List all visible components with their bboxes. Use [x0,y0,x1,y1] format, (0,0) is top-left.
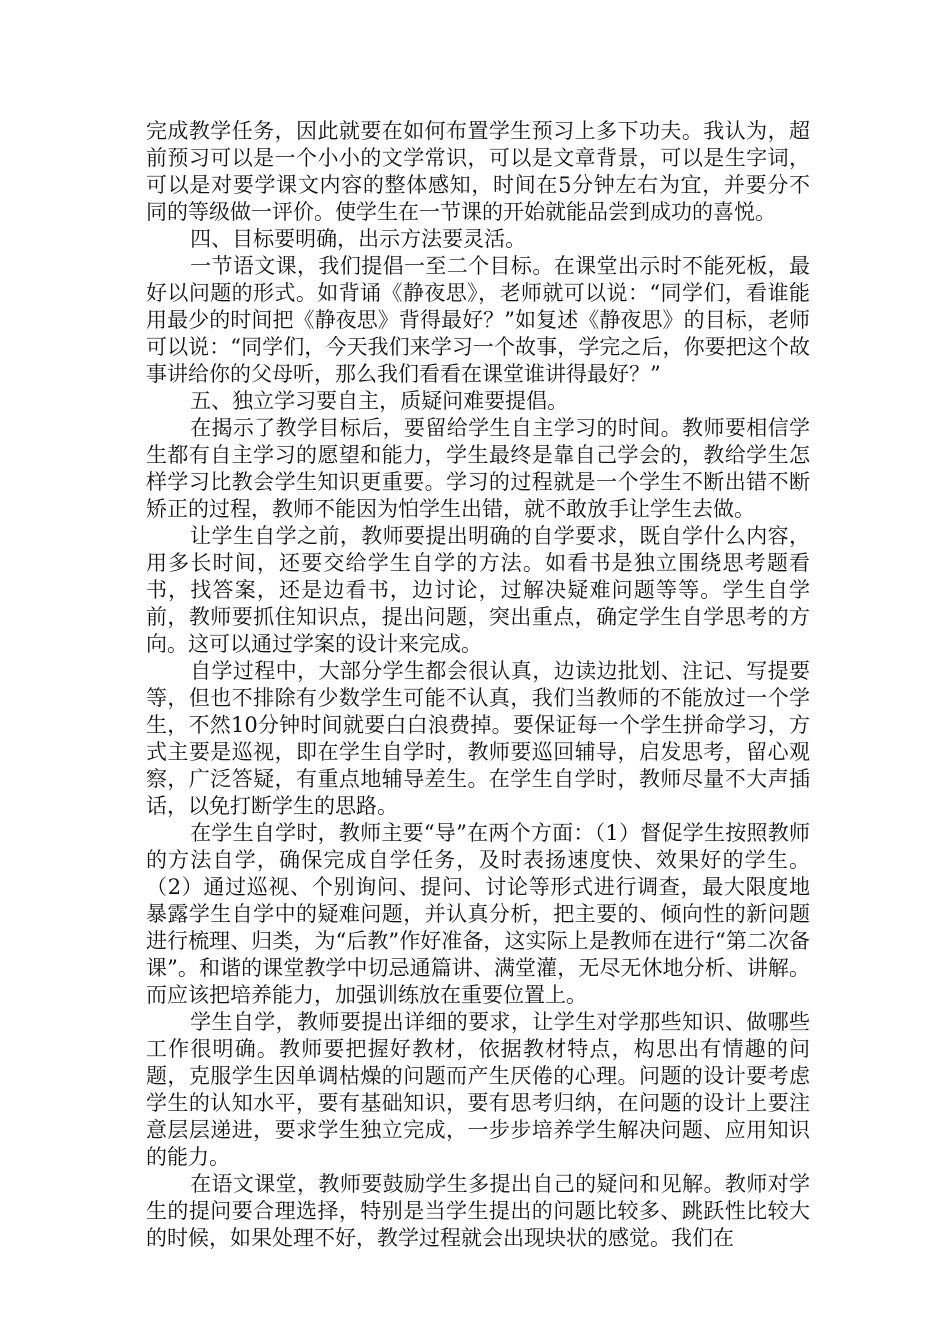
paragraph-2: 一节语文课，我们提倡一至二个目标。在课堂出示时不能死板，最好以问题的形式。如背诵《静夜思》，老师就可以说：“同学们，看谁能用最少的时间把《静夜思》背得最好？”如复述《静夜思》的目标，老师可以说：“同学们，今天我们来学习一个故事，学完之后，你要把这个故事讲给你的父母听，那么我们看看在课堂谁讲得最好？” [146,254,810,386]
paragraph-4: 让学生自学之前，教师要提出明确的自学要求，既自学什么内容，用多长时间，还要交给学生自学的方法。如看书是独立围绕思考题看书，找答案，还是边看书，边讨论，过解决疑难问题等等。学生自学前，教师要抓住知识点，提出问题，突出重点，确定学生自学思考的方向。这可以通过学案的设计来完成。 [146,524,810,656]
paragraph-3: 在揭示了教学目标后，要留给学生自主学习的时间。教师要相信学生都有自主学习的愿望和能力，学生最终是靠自己学会的，教给学生怎样学习比教会学生知识更重要。学习的过程就是一个学生不断出错不断矫正的过程，教师不能因为怕学生出错，就不敢放手让学生去做。 [146,416,810,521]
paragraph-8: 在语文课堂，教师要鼓励学生多提出自己的疑问和见解。教师对学生的提问要合理选择，特别是当学生提出的问题比较多、跳跃性比较大的时候，如果处理不好，教学过程就会出现块状的感觉。我们在 [146,1172,810,1250]
heading-section-4: 四、目标要明确，出示方法要灵活。 [190,227,527,251]
paragraph-5: 自学过程中，大部分学生都会很认真，边读边批划、注记、写提要等，但也不排除有少数学生可能不认真，我们当教师的不能放过一个学生，不然10分钟时间就要白白浪费掉。要保证每一个学生拼命学习，方式主要是巡视，即在学生自学时，教师要巡回辅导，启发思考，留心观察，广泛答疑，有重点地辅导差生。在学生自学时，教师尽量不大声插话，以免打断学生的思路。 [146,659,810,818]
paragraph-1: 完成教学任务，因此就要在如何布置学生预习上多下功夫。我认为，超前预习可以是一个小小的文学常识，可以是文章背景，可以是生字词，可以是对要学课文内容的整体感知，时间在5分钟左右为宜，并要分不同的等级做一评价。使学生在一节课的开始就能品尝到成功的喜悦。 [146,119,810,224]
heading-section-5: 五、独立学习要自主，质疑问难要提倡。 [190,389,569,413]
paragraph-7: 学生自学，教师要提出详细的要求，让学生对学那些知识、做哪些工作很明确。教师要把握好教材，依据教材特点，构思出有情趣的问题，克服学生因单调枯燥的问题而产生厌倦的心理。问题的设计要考虑学生的认知水平，要有基础知识，要有思考归纳，在问题的设计上要注意层层递进，要求学生独立完成，一步步培养学生解决问题、应用知识的能力。 [146,1010,810,1169]
paragraph-6: 在学生自学时，教师主要“导”在两个方面：（1）督促学生按照教师的方法自学，确保完成自学任务，及时表扬速度快、效果好的学生。（2）通过巡视、个别询问、提问、讨论等形式进行调查，最大限度地暴露学生自学中的疑难问题，并认真分析，把主要的、倾向性的新问题进行梳理、归类，为“后教”作好准备，这实际上是教师在进行“第二次备课”。和谐的课堂教学中切忌通篇讲、满堂灌，无尽无休地分析、讲解。而应该把培养能力，加强训练放在重要位置上。 [146,821,810,1007]
document-body [146,118,810,1252]
